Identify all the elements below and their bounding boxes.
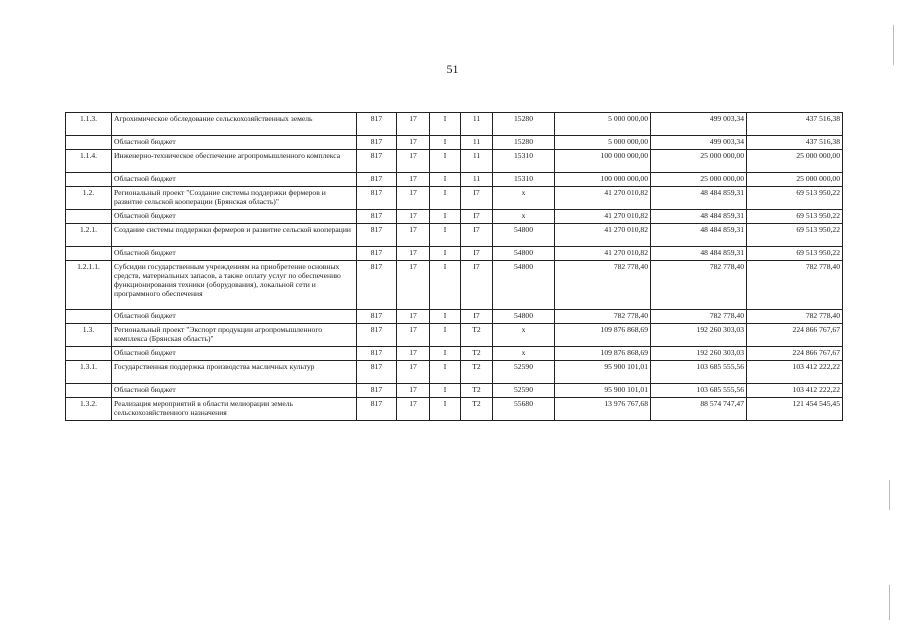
code-direction-cell: 54800: [493, 247, 555, 261]
amount-1-cell: 5 000 000,00: [555, 136, 651, 150]
row-name-cell: Областной бюджет: [112, 247, 357, 261]
code-project-cell: T2: [461, 347, 493, 361]
amount-3-cell: 25 000 000,00: [747, 150, 843, 173]
row-number-cell: 1.3.1.: [66, 361, 112, 384]
amount-2-cell: 25 000 000,00: [651, 150, 747, 173]
code-project-cell: I7: [461, 310, 493, 324]
row-name-cell: Субсидии государственным учреждениям на приобретение основных средств, материальных запасов, а также оплату услуг по обеспечению функционирования техники (оборудования), локальной сети и программного обеспечения: [112, 261, 357, 310]
amount-1-cell: 109 876 868,69: [555, 347, 651, 361]
code-program-cell: 17: [397, 261, 430, 310]
code-program-cell: 17: [397, 224, 430, 247]
scan-edge-mark: [889, 480, 890, 510]
row-name-cell: Агрохимическое обследование сельскохозяйственных земель: [112, 113, 357, 136]
row-number-cell: [66, 247, 112, 261]
page-number: 51: [446, 62, 459, 76]
code-admin-cell: 817: [357, 113, 397, 136]
row-name-cell: Областной бюджет: [112, 347, 357, 361]
amount-2-cell: 48 484 859,31: [651, 247, 747, 261]
row-number-cell: 1.2.: [66, 187, 112, 210]
code-admin-cell: 817: [357, 150, 397, 173]
code-project-cell: I7: [461, 210, 493, 224]
row-name-cell: Областной бюджет: [112, 310, 357, 324]
row-number-cell: 1.3.2.: [66, 398, 112, 421]
code-subprogram-cell: I: [430, 347, 461, 361]
table-body: [66, 113, 843, 421]
amount-1-cell: 782 778,40: [555, 310, 651, 324]
amount-1-cell: 95 900 101,01: [555, 361, 651, 384]
amount-1-cell: 5 000 000,00: [555, 113, 651, 136]
code-admin-cell: 817: [357, 210, 397, 224]
table-row: [66, 136, 843, 150]
code-direction-cell: 52590: [493, 384, 555, 398]
table-row: [66, 361, 843, 384]
code-direction-cell: 54800: [493, 224, 555, 247]
code-program-cell: 17: [397, 310, 430, 324]
amount-3-cell: 782 778,40: [747, 261, 843, 310]
code-subprogram-cell: I: [430, 398, 461, 421]
code-subprogram-cell: I: [430, 361, 461, 384]
row-number-cell: [66, 173, 112, 187]
amount-2-cell: 499 003,34: [651, 136, 747, 150]
table-row: [66, 347, 843, 361]
code-project-cell: I7: [461, 247, 493, 261]
amount-3-cell: 103 412 222,22: [747, 361, 843, 384]
code-direction-cell: x: [493, 187, 555, 210]
code-program-cell: 17: [397, 247, 430, 261]
code-admin-cell: 817: [357, 324, 397, 347]
code-direction-cell: 15310: [493, 173, 555, 187]
code-direction-cell: x: [493, 210, 555, 224]
row-number-cell: [66, 384, 112, 398]
code-subprogram-cell: I: [430, 224, 461, 247]
amount-3-cell: 103 412 222,22: [747, 384, 843, 398]
code-project-cell: 11: [461, 113, 493, 136]
amount-1-cell: 41 270 010,82: [555, 210, 651, 224]
amount-2-cell: 48 484 859,31: [651, 224, 747, 247]
amount-3-cell: 25 000 000,00: [747, 173, 843, 187]
row-name-cell: Областной бюджет: [112, 136, 357, 150]
code-subprogram-cell: I: [430, 247, 461, 261]
code-direction-cell: x: [493, 324, 555, 347]
amount-2-cell: 25 000 000,00: [651, 173, 747, 187]
code-project-cell: T2: [461, 324, 493, 347]
code-program-cell: 17: [397, 173, 430, 187]
code-admin-cell: 817: [357, 310, 397, 324]
row-name-cell: Создание системы поддержки фермеров и развитие сельской кооперации: [112, 224, 357, 247]
row-name-cell: Инженерно-техническое обеспечение агропромышленного комплекса: [112, 150, 357, 173]
amount-3-cell: 437 516,38: [747, 113, 843, 136]
code-subprogram-cell: I: [430, 187, 461, 210]
amount-3-cell: 121 454 545,45: [747, 398, 843, 421]
row-number-cell: [66, 310, 112, 324]
code-subprogram-cell: I: [430, 113, 461, 136]
table-row: [66, 398, 843, 421]
amount-2-cell: 48 484 859,31: [651, 187, 747, 210]
amount-2-cell: 103 685 555,56: [651, 361, 747, 384]
code-program-cell: 17: [397, 150, 430, 173]
code-subprogram-cell: I: [430, 324, 461, 347]
table-row: [66, 187, 843, 210]
row-name-cell: Областной бюджет: [112, 173, 357, 187]
amount-2-cell: 88 574 747,47: [651, 398, 747, 421]
code-direction-cell: 15280: [493, 113, 555, 136]
code-project-cell: 11: [461, 150, 493, 173]
row-name-cell: Региональный проект "Создание системы поддержки фермеров и развитие сельской кооперации (Брянская область)": [112, 187, 357, 210]
amount-2-cell: 782 778,40: [651, 310, 747, 324]
code-program-cell: 17: [397, 113, 430, 136]
code-admin-cell: 817: [357, 347, 397, 361]
code-subprogram-cell: I: [430, 150, 461, 173]
row-number-cell: 1.1.3.: [66, 113, 112, 136]
code-project-cell: 11: [461, 173, 493, 187]
amount-2-cell: 192 260 303,03: [651, 324, 747, 347]
amount-2-cell: 499 003,34: [651, 113, 747, 136]
code-admin-cell: 817: [357, 361, 397, 384]
table-row: [66, 113, 843, 136]
budget-table: [65, 112, 843, 421]
row-name-cell: Областной бюджет: [112, 210, 357, 224]
code-program-cell: 17: [397, 136, 430, 150]
code-subprogram-cell: I: [430, 136, 461, 150]
code-program-cell: 17: [397, 361, 430, 384]
amount-2-cell: 782 778,40: [651, 261, 747, 310]
amount-3-cell: 69 513 950,22: [747, 187, 843, 210]
code-direction-cell: 52590: [493, 361, 555, 384]
code-admin-cell: 817: [357, 136, 397, 150]
code-admin-cell: 817: [357, 398, 397, 421]
row-name-cell: Областной бюджет: [112, 384, 357, 398]
table-row: [66, 224, 843, 247]
code-admin-cell: 817: [357, 187, 397, 210]
code-project-cell: 11: [461, 136, 493, 150]
row-name-cell: Государственная поддержка производства масличных культур: [112, 361, 357, 384]
code-subprogram-cell: I: [430, 173, 461, 187]
amount-3-cell: 782 778,40: [747, 310, 843, 324]
row-number-cell: 1.2.1.1.: [66, 261, 112, 310]
row-name-cell: Реализация мероприятий в области мелиорации земель сельскохозяйственного назначения: [112, 398, 357, 421]
code-program-cell: 17: [397, 384, 430, 398]
code-direction-cell: 55680: [493, 398, 555, 421]
amount-1-cell: 95 900 101,01: [555, 384, 651, 398]
table-row: [66, 247, 843, 261]
code-admin-cell: 817: [357, 224, 397, 247]
row-name-cell: Региональный проект "Экспорт продукции агропромышленного комплекса (Брянская область)": [112, 324, 357, 347]
amount-2-cell: 192 260 303,03: [651, 347, 747, 361]
table-row: [66, 150, 843, 173]
row-number-cell: [66, 347, 112, 361]
code-direction-cell: 54800: [493, 261, 555, 310]
table-row: [66, 173, 843, 187]
code-project-cell: I7: [461, 224, 493, 247]
amount-1-cell: 41 270 010,82: [555, 187, 651, 210]
code-direction-cell: x: [493, 347, 555, 361]
code-program-cell: 17: [397, 398, 430, 421]
code-subprogram-cell: I: [430, 310, 461, 324]
amount-3-cell: 69 513 950,22: [747, 224, 843, 247]
code-admin-cell: 817: [357, 247, 397, 261]
code-program-cell: 17: [397, 347, 430, 361]
amount-1-cell: 109 876 868,69: [555, 324, 651, 347]
amount-1-cell: 782 778,40: [555, 261, 651, 310]
code-project-cell: T2: [461, 398, 493, 421]
code-direction-cell: 54800: [493, 310, 555, 324]
row-number-cell: 1.3.: [66, 324, 112, 347]
code-subprogram-cell: I: [430, 384, 461, 398]
code-program-cell: 17: [397, 210, 430, 224]
row-number-cell: [66, 210, 112, 224]
row-number-cell: 1.2.1.: [66, 224, 112, 247]
amount-1-cell: 41 270 010,82: [555, 224, 651, 247]
code-project-cell: T2: [461, 361, 493, 384]
row-number-cell: 1.1.4.: [66, 150, 112, 173]
table-row: [66, 210, 843, 224]
row-number-cell: [66, 136, 112, 150]
code-subprogram-cell: I: [430, 261, 461, 310]
code-direction-cell: 15280: [493, 136, 555, 150]
table-row: [66, 384, 843, 398]
amount-3-cell: 69 513 950,22: [747, 210, 843, 224]
code-direction-cell: 15310: [493, 150, 555, 173]
amount-1-cell: 13 976 767,68: [555, 398, 651, 421]
code-project-cell: I7: [461, 187, 493, 210]
code-admin-cell: 817: [357, 384, 397, 398]
table-row: [66, 261, 843, 310]
amount-3-cell: 224 866 767,67: [747, 347, 843, 361]
amount-1-cell: 41 270 010,82: [555, 247, 651, 261]
code-program-cell: 17: [397, 324, 430, 347]
scan-edge-mark: [889, 585, 890, 620]
amount-2-cell: 103 685 555,56: [651, 384, 747, 398]
code-project-cell: I7: [461, 261, 493, 310]
scan-edge-mark: [893, 25, 894, 65]
code-admin-cell: 817: [357, 261, 397, 310]
table-row: [66, 310, 843, 324]
amount-3-cell: 437 516,38: [747, 136, 843, 150]
amount-1-cell: 100 000 000,00: [555, 150, 651, 173]
code-program-cell: 17: [397, 187, 430, 210]
amount-1-cell: 100 000 000,00: [555, 173, 651, 187]
code-project-cell: T2: [461, 384, 493, 398]
table-row: [66, 324, 843, 347]
amount-3-cell: 69 513 950,22: [747, 247, 843, 261]
amount-2-cell: 48 484 859,31: [651, 210, 747, 224]
code-admin-cell: 817: [357, 173, 397, 187]
code-subprogram-cell: I: [430, 210, 461, 224]
amount-3-cell: 224 866 767,67: [747, 324, 843, 347]
